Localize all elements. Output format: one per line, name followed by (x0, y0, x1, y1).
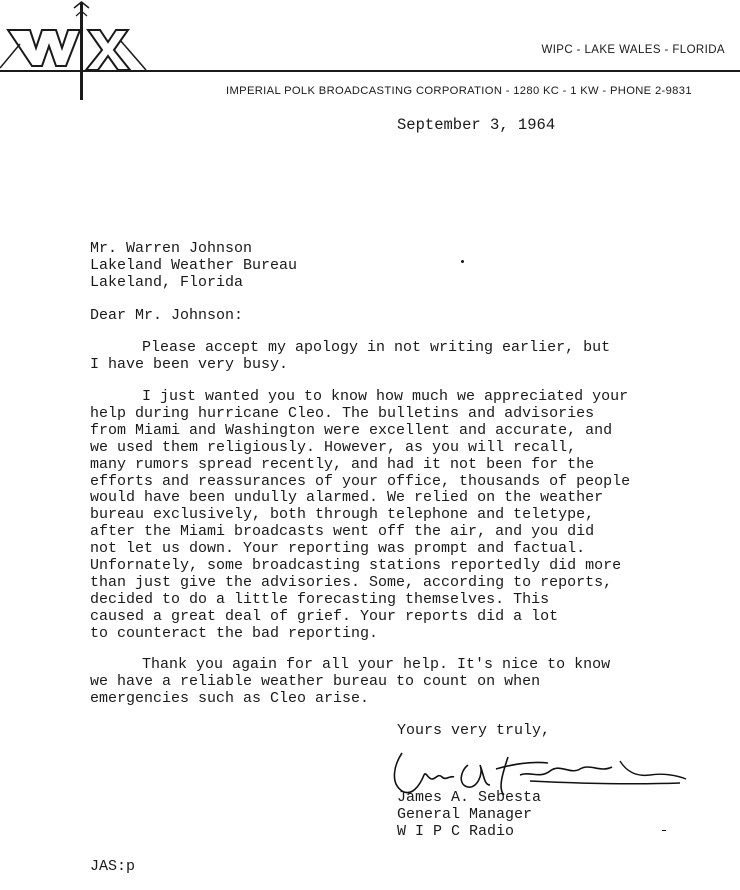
body-line: bureau exclusively, both through telephone and teletype, (90, 506, 595, 524)
body-line: than just give the advisories. Some, according to reports, (90, 573, 613, 591)
ink-mark (662, 830, 666, 831)
body-line: Thank you again for all your help. It's nice to know (142, 656, 611, 673)
body-line: Please accept my apology in not writing earlier, but (142, 339, 611, 356)
body-line: help during hurricane Cleo. The bulletins and advisories (90, 404, 595, 422)
recipient-city: Lakeland, Florida (90, 274, 244, 291)
recipient-office: Lakeland Weather Bureau (90, 257, 298, 274)
signer-title: General Manager (397, 806, 533, 823)
recipient-address (90, 240, 297, 291)
body-line: many rumors spread recently, and had it not been for the (90, 455, 595, 473)
body-line: to counteract the bad reporting. (90, 624, 379, 642)
body-line: not let us down. Your reporting was prompt and factual. (90, 540, 586, 558)
closing: Yours very truly, (397, 722, 551, 739)
body-paragraph-1 (90, 340, 610, 374)
recipient-name: Mr. Warren Johnson (90, 240, 253, 257)
body-paragraph-3 (90, 657, 610, 708)
body-line: from Miami and Washington were excellent and accurate, and (90, 421, 613, 439)
wipc-logo (0, 0, 150, 110)
station-line: WIPC - LAKE WALES - FLORIDA (541, 44, 725, 56)
typist-initials: JAS:p (90, 858, 136, 875)
body-line: Unfornately, some broadcasting stations reportedly did more (90, 557, 622, 575)
body-line: caused a great deal of grief. Your reports did a lot (90, 607, 559, 625)
body-line: after the Miami broadcasts went off the air, and you did (90, 523, 595, 541)
corporation-line: IMPERIAL POLK BROADCASTING CORPORATION - 1280 KC - 1 KW - PHONE 2-9831 (226, 85, 692, 97)
signer-station: W I P C Radio (397, 823, 515, 840)
letterhead-rule (0, 70, 740, 72)
signer-name: James A. Sebesta (397, 789, 542, 806)
signature-block (397, 789, 541, 840)
body-line: efforts and reassurances of your office, thousands of people (90, 472, 631, 490)
body-paragraph-2 (90, 389, 630, 643)
body-line: we used them religiously. However, as you will recall, (90, 438, 577, 456)
body-line: we have a reliable weather bureau to count on when (90, 672, 541, 690)
body-line: emergencies such as Cleo arise. (90, 689, 370, 707)
body-line: decided to do a little forecasting themselves. This (90, 590, 550, 608)
greeting: Dear Mr. Johnson: (90, 307, 244, 324)
ink-dot (461, 260, 464, 263)
body-line: I just wanted you to know how much we appreciated your (142, 388, 629, 405)
body-line: would have been undully alarmed. We relied on the weather (90, 489, 604, 507)
letter-date: September 3, 1964 (397, 116, 556, 134)
body-line: I have been very busy. (90, 355, 289, 373)
